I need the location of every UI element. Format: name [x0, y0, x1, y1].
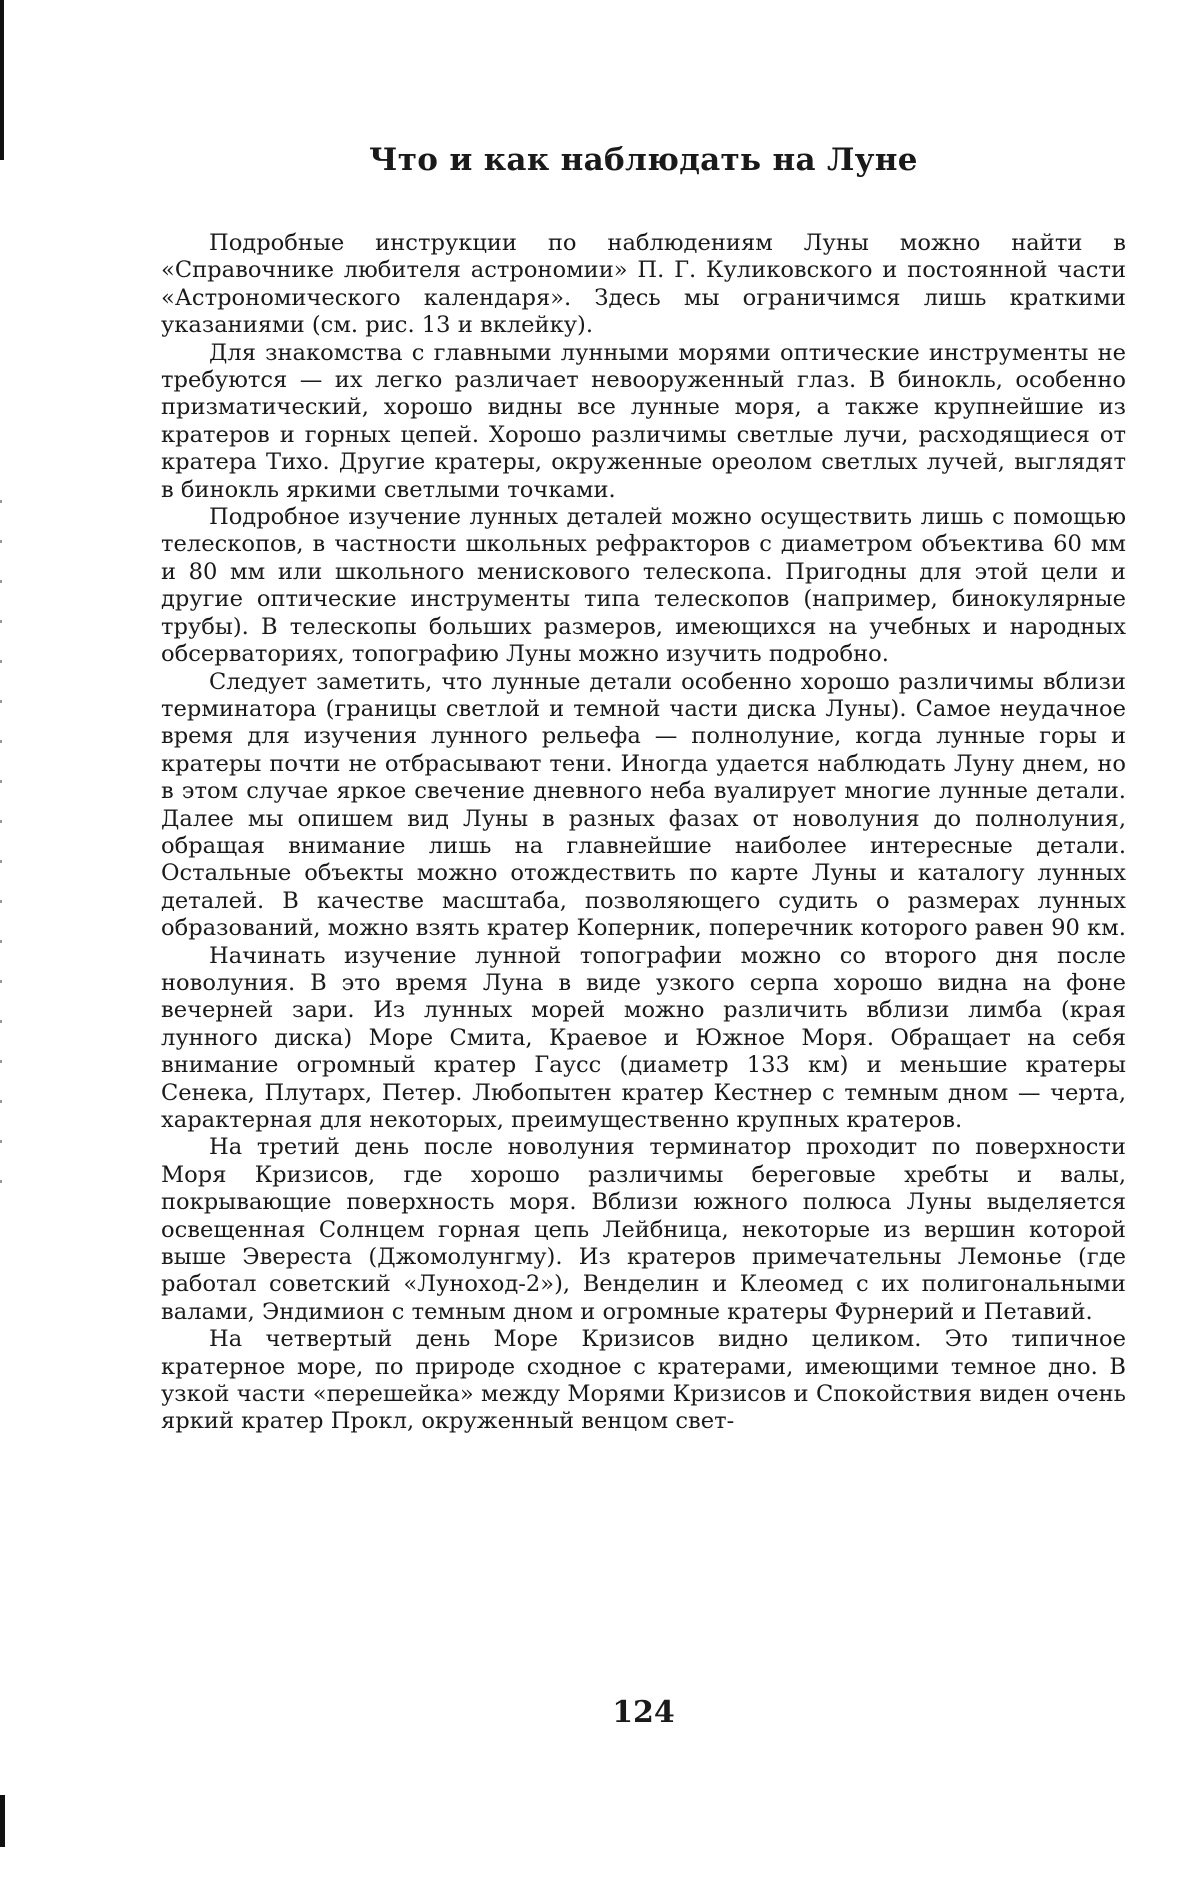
scan-edge-bottom — [0, 1795, 5, 1847]
paragraph-intro: Подробные инструкции по наблюдениям Луны можно найти в «Справочнике любителя астрономии» П. Г. Куликовского и постоянной части «Астрономического календаря». Здесь мы ограничимся лишь краткими указаниями (см. рис. 13 и вклейку). — [161, 230, 1126, 340]
paragraph-naked-eye: Для знакомства с главными лунными морями оптические инструменты не требуются — их легко различает невооруженный глаз. В бинокль, особенно призматический, хорошо видны все лунные моря, а также крупнейшие из кратеров и горных цепей. Хорошо различимы светлые лучи, расходящиеся от кратера Тихо. Другие кратеры, окруженные ореолом светлых лучей, выглядят в бинокль яркими светлыми точками. — [161, 340, 1126, 504]
book-page — [161, 140, 1126, 1436]
paragraph-terminator: Следует заметить, что лунные детали особенно хорошо различимы вблизи терминатора (границы светлой и темной части диска Луны). Самое неудачное время для изучения лунного рельефа — полнолуние, когда лунные горы и кратеры почти не отбрасывают тени. Иногда удается наблюдать Луну днем, но в этом случае яркое свечение дневного неба вуалирует многие лунные детали. Далее мы опишем вид Луны в разных фазах от новолуния до полнолуния, обращая внимание лишь на главнейшие наиболее интересные детали. Остальные объекты можно отождествить по карте Луны и каталогу лунных деталей. В качестве масштаба, позволяющего судить о размерах лунных образований, можно взять кратер Коперник, поперечник которого равен 90 км. — [161, 669, 1126, 943]
paragraph-telescopes: Подробное изучение лунных деталей можно осуществить лишь с помощью телескопов, в частности школьных рефракторов с диаметром объектива 60 мм и 80 мм или школьного менискового телескопа. Пригодны для этой цели и другие оптические инструменты типа телескопов (например, бинокулярные трубы). В телескопы больших размеров, имеющихся на учебных и народных обсерваториях, топографию Луны можно изучить подробно. — [161, 504, 1126, 668]
page-number: 124 — [161, 1695, 1126, 1730]
paragraph-second-day: Начинать изучение лунной топографии можно со второго дня после новолуния. В это время Луна в виде узкого серпа хорошо видна на фоне вечерней зари. Из лунных морей можно различить вблизи лимба (края лунного диска) Море Смита, Краевое и Южное Моря. Обращает на себя внимание огромный кратер Гаусс (диаметр 133 км) и меньшие кратеры Сенека, Плутарх, Петер. Любопытен кратер Кестнер с темным дном — черта, характерная для некоторых, преимущественно крупных кратеров. — [161, 943, 1126, 1135]
page-title: Что и как наблюдать на Луне — [161, 140, 1126, 180]
paragraph-fourth-day: На четвертый день Море Кризисов видно целиком. Это типичное кратерное море, по природе сходное с кратерами, имеющими темное дно. В узкой части «перешейка» между Морями Кризисов и Спокойствия виден очень яркий кратер Прокл, окруженный венцом свет- — [161, 1326, 1126, 1436]
scan-edge-top — [0, 0, 4, 160]
scan-edge-marks — [0, 500, 2, 1200]
paragraph-third-day: На третий день после новолуния терминатор проходит по поверхности Моря Кризисов, где хорошо различимы береговые хребты и валы, покрывающие поверхность моря. Вблизи южного полюса Луны выделяется освещенная Солнцем горная цепь Лейбница, некоторые из вершин которой выше Эвереста (Джомолунгму). Из кратеров примечательны Лемонье (где работал советский «Луноход-2»), Венделин и Клеомед с их полигональными валами, Эндимион с темным дном и огромные кратеры Фурнерий и Петавий. — [161, 1134, 1126, 1326]
